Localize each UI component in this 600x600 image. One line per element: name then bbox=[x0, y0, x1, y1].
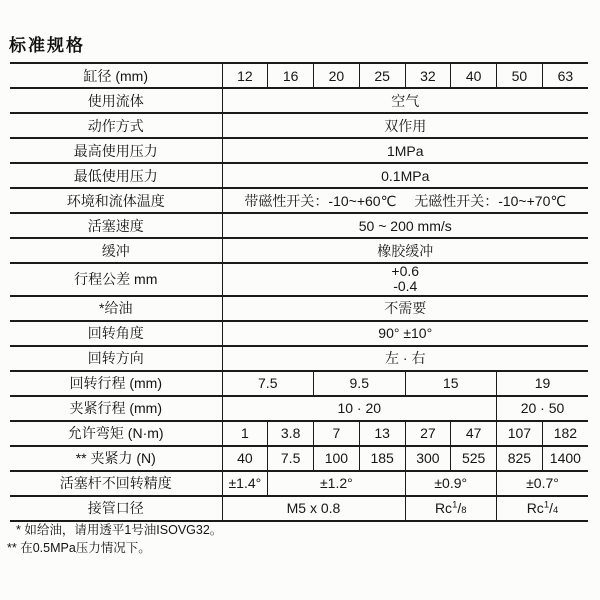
spec-cell-allowable-moment-2: 7 bbox=[314, 421, 360, 446]
spec-cell-cushion-0: 橡胶缓冲 bbox=[222, 238, 588, 263]
spec-row-label-rotation-stroke: 回转行程 (mm) bbox=[10, 371, 222, 396]
spec-cell-port-size-1: Rc$^1$/8 bbox=[405, 496, 497, 521]
spec-cell-clamp-stroke-1: 20 · 50 bbox=[497, 396, 589, 421]
spec-cell-allowable-moment-6: 107 bbox=[497, 421, 543, 446]
spec-cell-port-size-2: Rc$^1$/4 bbox=[497, 496, 589, 521]
spec-row-clamp-force bbox=[10, 446, 588, 471]
spec-cell-allowable-moment-1: 3.8 bbox=[268, 421, 314, 446]
spec-cell-action-type-0: 双作用 bbox=[222, 113, 588, 138]
spec-row-min-pressure bbox=[10, 163, 588, 188]
spec-cell-non-rotation-accuracy-3: ±0.7° bbox=[497, 471, 589, 496]
spec-row-label-bore-diameter: 缸径 (mm) bbox=[10, 63, 222, 88]
spec-cell-allowable-moment-3: 13 bbox=[359, 421, 405, 446]
spec-cell-bore-diameter-3: 25 bbox=[359, 63, 405, 88]
spec-cell-temperature-0: 带磁性开关：-10~+60℃ 无磁性开关：-10~+70℃ bbox=[222, 188, 588, 213]
spec-cell-bore-diameter-7: 63 bbox=[542, 63, 588, 88]
spec-cell-allowable-moment-4: 27 bbox=[405, 421, 451, 446]
spec-cell-fluid-0: 空气 bbox=[222, 88, 588, 113]
spec-row-stroke-tolerance bbox=[10, 263, 588, 296]
spec-row-piston-speed bbox=[10, 213, 588, 238]
spec-row-label-lubrication: *给油 bbox=[10, 296, 222, 321]
spec-cell-rotation-stroke-2: 15 bbox=[405, 371, 497, 396]
spec-cell-bore-diameter-1: 16 bbox=[268, 63, 314, 88]
spec-cell-rotation-stroke-0: 7.5 bbox=[222, 371, 314, 396]
footnote-lubrication: * 如给油，请用透平1号油ISOVG32。 bbox=[16, 523, 223, 537]
spec-cell-bore-diameter-0: 12 bbox=[222, 63, 268, 88]
spec-cell-clamp-force-2: 100 bbox=[314, 446, 360, 471]
spec-cell-bore-diameter-4: 32 bbox=[405, 63, 451, 88]
spec-cell-non-rotation-accuracy-2: ±0.9° bbox=[405, 471, 497, 496]
tolerance-line: +0.6 bbox=[391, 263, 420, 279]
spec-table bbox=[10, 62, 588, 522]
spec-cell-clamp-force-4: 300 bbox=[405, 446, 451, 471]
spec-row-lubrication bbox=[10, 296, 588, 321]
spec-row-label-min-pressure: 最低使用压力 bbox=[10, 163, 222, 188]
spec-cell-rotation-angle-0: 90° ±10° bbox=[222, 321, 588, 346]
spec-row-clamp-stroke bbox=[10, 396, 588, 421]
spec-row-label-non-rotation-accuracy: 活塞杆不回转精度 bbox=[10, 471, 222, 496]
spec-cell-rotation-stroke-1: 9.5 bbox=[314, 371, 406, 396]
spec-cell-max-pressure-0: 1MPa bbox=[222, 138, 588, 163]
spec-cell-clamp-force-1: 7.5 bbox=[268, 446, 314, 471]
spec-row-label-rotation-angle: 回转角度 bbox=[10, 321, 222, 346]
spec-row-max-pressure bbox=[10, 138, 588, 163]
spec-row-rotation-direction bbox=[10, 346, 588, 371]
spec-cell-bore-diameter-6: 50 bbox=[497, 63, 543, 88]
spec-cell-allowable-moment-7: 182 bbox=[542, 421, 588, 446]
spec-cell-rotation-stroke-3: 19 bbox=[497, 371, 589, 396]
spec-cell-clamp-force-6: 825 bbox=[497, 446, 543, 471]
spec-row-rotation-angle bbox=[10, 321, 588, 346]
spec-row-temperature bbox=[10, 188, 588, 213]
spec-row-allowable-moment bbox=[10, 421, 588, 446]
spec-row-label-clamp-force: ** 夹紧力 (N) bbox=[10, 446, 222, 471]
spec-cell-min-pressure-0: 0.1MPa bbox=[222, 163, 588, 188]
spec-row-label-stroke-tolerance: 行程公差 mm bbox=[10, 263, 222, 296]
spec-row-fluid bbox=[10, 88, 588, 113]
spec-cell-stroke-tolerance-0 bbox=[222, 263, 588, 296]
spec-row-label-rotation-direction: 回转方向 bbox=[10, 346, 222, 371]
spec-row-non-rotation-accuracy bbox=[10, 471, 588, 496]
spec-row-action-type bbox=[10, 113, 588, 138]
spec-cell-allowable-moment-5: 47 bbox=[451, 421, 497, 446]
spec-cell-bore-diameter-2: 20 bbox=[314, 63, 360, 88]
spec-cell-clamp-stroke-0: 10 · 20 bbox=[222, 396, 497, 421]
spec-row-label-action-type: 动作方式 bbox=[10, 113, 222, 138]
spec-cell-clamp-force-7: 1400 bbox=[542, 446, 588, 471]
footnote-pressure-condition: ** 在0.5MPa压力情况下。 bbox=[7, 541, 151, 556]
spec-row-label-clamp-stroke: 夹紧行程 (mm) bbox=[10, 396, 222, 421]
page-title: 标准规格 bbox=[9, 36, 85, 55]
spec-row-label-piston-speed: 活塞速度 bbox=[10, 213, 222, 238]
spec-cell-bore-diameter-5: 40 bbox=[451, 63, 497, 88]
spec-row-rotation-stroke bbox=[10, 371, 588, 396]
spec-cell-port-size-0: M5 x 0.8 bbox=[222, 496, 405, 521]
spec-cell-clamp-force-5: 525 bbox=[451, 446, 497, 471]
spec-cell-lubrication-0: 不需要 bbox=[222, 296, 588, 321]
footnotes bbox=[7, 521, 222, 557]
spec-row-label-port-size: 接管口径 bbox=[10, 496, 222, 521]
spec-cell-allowable-moment-0: 1 bbox=[222, 421, 268, 446]
spec-row-cushion bbox=[10, 238, 588, 263]
spec-row-label-cushion: 缓冲 bbox=[10, 238, 222, 263]
spec-cell-non-rotation-accuracy-0: ±1.4° bbox=[222, 471, 268, 496]
tolerance-line: -0.4 bbox=[393, 278, 418, 295]
spec-cell-rotation-direction-0: 左 · 右 bbox=[222, 346, 588, 371]
spec-row-bore-diameter bbox=[10, 63, 588, 88]
spec-cell-clamp-force-3: 185 bbox=[359, 446, 405, 471]
spec-row-label-max-pressure: 最高使用压力 bbox=[10, 138, 222, 163]
spec-cell-piston-speed-0: 50 ~ 200 mm/s bbox=[222, 213, 588, 238]
spec-row-label-fluid: 使用流体 bbox=[10, 88, 222, 113]
spec-row-label-allowable-moment: 允许弯矩 (N·m) bbox=[10, 421, 222, 446]
spec-row-label-temperature: 环境和流体温度 bbox=[10, 188, 222, 213]
spec-row-port-size bbox=[10, 496, 588, 521]
spec-cell-clamp-force-0: 40 bbox=[222, 446, 268, 471]
spec-cell-non-rotation-accuracy-1: ±1.2° bbox=[268, 471, 405, 496]
